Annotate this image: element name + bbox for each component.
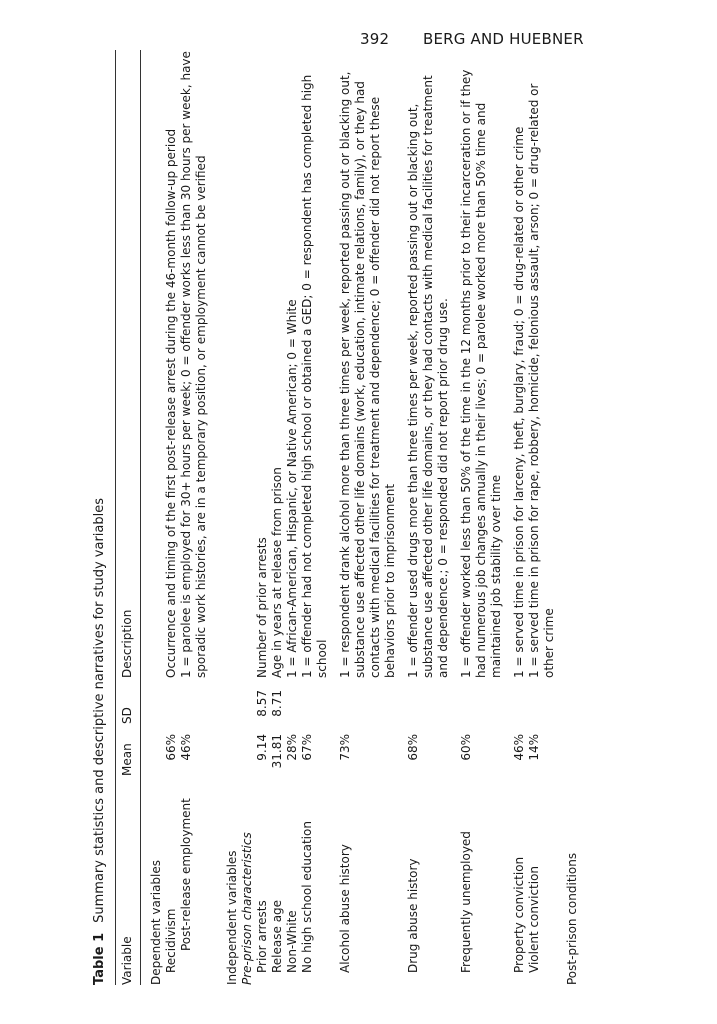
row-spacer [330, 50, 338, 985]
table-subgroup-row [565, 50, 580, 985]
description-cell: 1 = offender had not completed high school or obtained a GED; 0 = respondent has completed high school [300, 74, 329, 678]
variable-cell: Property conviction [512, 856, 526, 973]
table-subgroup-row [240, 50, 255, 985]
mean-cell: 46% [512, 734, 526, 761]
table-row [459, 50, 504, 985]
sd-cell: 8.71 [270, 690, 284, 717]
running-head-authors: BERG AND HUEBNER [422, 30, 584, 48]
sd-cell [338, 678, 398, 724]
description-cell: 1 = respondent drank alcohol more than three times per week, reported passing out or blacking out, substance use affected other life domains (work, education, intimate relations, family), or they had contacts with medical facilities for treatment and dependence; 0 = offender did not report these behaviors prior to imprisonment [338, 71, 397, 678]
summary-statistics-table [115, 50, 580, 985]
sd-cell [285, 678, 300, 724]
sd-cell [512, 678, 527, 724]
description-cell: 1 = parolee is employed for 30+ hours per week; 0 = offender works less than 30 hours per week, have sporadic work histories, are in a temporary position, or employment cannot be verified [179, 51, 208, 678]
table-group-row [217, 50, 240, 985]
mean-cell: 31.81 [270, 734, 284, 769]
variable-cell: No high school education [300, 821, 314, 973]
sd-cell [179, 678, 209, 724]
rotated-table-container [92, 50, 632, 985]
group-label: Pre-prison characteristics [240, 832, 254, 985]
table-row [179, 50, 209, 985]
group-label: Dependent variables [149, 859, 163, 985]
row-spacer [504, 50, 512, 985]
description-cell: 1 = offender used drugs more than three times per week, reported passing out or blacking out, substance use affected other life domains, or they had contacts with medical facilities for treatment and dependence.; 0 = responded did not report prior drug use. [406, 75, 450, 678]
group-label: Independent variables [225, 850, 239, 985]
row-spacer [398, 50, 406, 985]
sd-cell: 8.57 [255, 690, 269, 717]
variable-cell: Frequently unemployed [459, 831, 473, 973]
description-cell: Number of prior arrests [255, 537, 269, 678]
description-cell: 1 = African-American, Hispanic, or Native American; 0 = White [285, 299, 299, 678]
mean-cell: 67% [300, 734, 314, 761]
column-header-mean: Mean [116, 724, 141, 776]
row-spacer [557, 50, 565, 985]
description-cell: Occurrence and timing of the first post-release arrest during the 46-month follow-up period [164, 128, 178, 678]
mean-cell: 68% [406, 734, 420, 761]
table-body [141, 50, 581, 985]
row-spacer [451, 50, 459, 985]
description-cell: Age in years at release from prison [270, 467, 284, 678]
mean-cell: 66% [164, 734, 178, 761]
sd-cell [300, 678, 330, 724]
row-spacer [209, 50, 217, 985]
variable-cell: Drug abuse history [406, 858, 420, 973]
table-label: Table 1 [92, 932, 107, 985]
column-header-description: Description [116, 50, 141, 678]
running-head [360, 30, 584, 48]
table-row [406, 50, 451, 985]
sd-cell [164, 678, 179, 724]
column-header-variable: Variable [116, 776, 141, 985]
table-group-row [141, 50, 165, 985]
variable-cell: Non-White [285, 910, 299, 973]
sd-cell [459, 678, 504, 724]
variable-cell: Recidivism [164, 908, 178, 973]
sd-cell [406, 678, 451, 724]
description-cell: 1 = served time in prison for rape, robbery, homicide, felonious assault, arson; 0 = drug-related or other crime [527, 83, 556, 678]
sd-cell [527, 678, 557, 724]
description-cell: 1 = served time in prison for larceny, theft, burglary, fraud; 0 = drug-related or other crime [512, 126, 526, 678]
table-row [255, 50, 270, 985]
group-label: Post-prison conditions [565, 852, 579, 985]
mean-cell: 9.14 [255, 734, 269, 761]
mean-cell: 28% [285, 734, 299, 761]
mean-cell: 60% [459, 734, 473, 761]
mean-cell: 46% [179, 734, 193, 761]
description-cell: 1 = offender worked less than 50% of the time in the 12 months prior to their incarceration or if they had numerous job changes annually in their lives; 0 = parolee worked more than 50% time and maintained job stability over time [459, 69, 503, 678]
variable-cell: Alcohol abuse history [338, 844, 352, 973]
column-header-sd: SD [116, 678, 141, 724]
table-row [285, 50, 300, 985]
variable-cell: Prior arrests [255, 900, 269, 973]
table-caption [92, 50, 107, 985]
table-row [300, 50, 330, 985]
table-row [164, 50, 179, 985]
page-number: 392 [360, 30, 390, 48]
mean-cell: 14% [527, 734, 541, 761]
table-header-row [116, 50, 141, 985]
table-row [270, 50, 285, 985]
table-caption-text: Summary statistics and descriptive narratives for study variables [92, 497, 107, 923]
variable-cell: Violent conviction [527, 865, 541, 973]
variable-cell: Release age [270, 899, 284, 973]
table-row [512, 50, 527, 985]
table-row [338, 50, 398, 985]
table-row [527, 50, 557, 985]
variable-cell: Post-release employment [179, 798, 193, 951]
mean-cell: 73% [338, 734, 352, 761]
